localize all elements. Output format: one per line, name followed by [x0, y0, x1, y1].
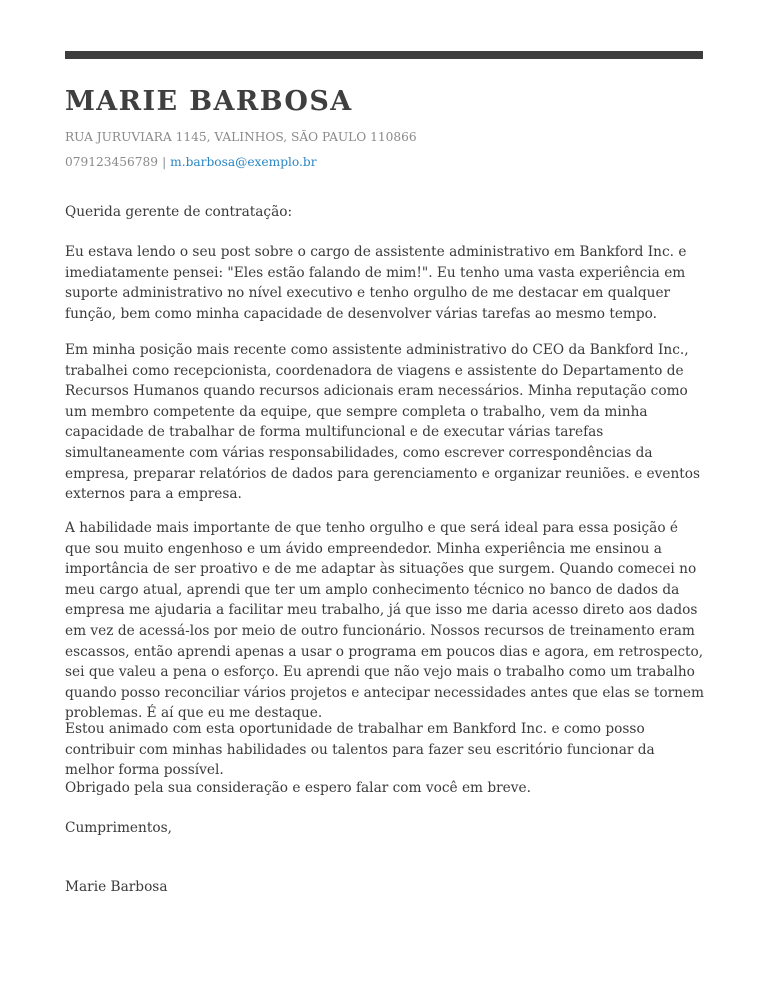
letter-paragraph [65, 719, 705, 781]
letter-paragraph [65, 518, 705, 724]
contact-separator: | [162, 155, 167, 169]
contact-line [65, 155, 317, 169]
letter-paragraph [65, 778, 705, 799]
letter-paragraph [65, 340, 705, 505]
header-top-rule [65, 51, 703, 59]
letter-closing [65, 818, 705, 839]
signature-text: Marie Barbosa [65, 879, 168, 895]
letter-signature [65, 877, 705, 898]
paragraph-text: Eu estava lendo o seu post sobre o cargo de assistente administrativo em Bankford Inc. e imediatamente pensei: "Eles estão falando de mim!". Eu tenho uma vasta experiência em suporte administrativo no nível executivo e tenho orgulho de me destacar em qualquer função, bem como minha capacidade de desenvolver várias tarefas ao mesmo tempo. [65, 244, 687, 322]
greeting-text: Querida gerente de contratação: [65, 204, 293, 220]
paragraph-text: Estou animado com esta oportunidade de trabalhar em Bankford Inc. e como posso contribuir com minhas habilidades ou talentos para fazer seu escritório funcionar da melhor forma possível. [65, 721, 655, 779]
paragraph-text: Em minha posição mais recente como assistente administrativo do CEO da Bankford Inc., trabalhei como recepcionista, coordenadora de viagens e assistente do Departamento de Recursos Humanos quando recursos adicionais eram necessários. Minha reputação como um membro competente da equipe, que sempre completa o trabalho, vem da minha capacidade de trabalhar de forma multifuncional e de executar várias tarefas simultaneamente com várias responsabilidades, como escrever correspondências da empresa, preparar relatórios de dados para gerenciamento e organizar reuniões. e eventos externos para a empresa. [65, 342, 701, 503]
paragraph-text: Obrigado pela sua consideração e espero falar com você em breve. [65, 780, 531, 796]
applicant-name: MARIE BARBOSA [65, 86, 353, 117]
applicant-address: RUA JURUVIARA 1145, VALINHOS, SÃO PAULO 110866 [65, 130, 417, 144]
letter-paragraph [65, 242, 705, 324]
closing-text: Cumprimentos, [65, 820, 172, 836]
letter-greeting [65, 202, 705, 223]
phone-number: 079123456789 [65, 155, 159, 169]
email-link[interactable]: m.barbosa@exemplo.br [170, 155, 317, 169]
paragraph-text: A habilidade mais importante de que tenho orgulho e que será ideal para essa posição é que sou muito engenhoso e um ávido empreendedor. Minha experiência me ensinou a importância de ser proativo e de me adaptar às situações que surgem. Quando comecei no meu cargo atual, aprendi que ter um amplo conhecimento técnico no banco de dados da empresa me ajudaria a facilitar meu trabalho, já que isso me daria acesso direto aos dados em vez de acessá-los por meio de outro funcionário. Nossos recursos de treinamento eram escassos, então aprendi apenas a usar o programa em poucos dias e agora, em retrospecto, sei que valeu a pena o esforço. Eu aprendi que não vejo mais o trabalho como um trabalho quando posso reconciliar vários projetos e antecipar necessidades antes que elas se tornem problemas. É aí que eu me destaque. [65, 520, 705, 722]
